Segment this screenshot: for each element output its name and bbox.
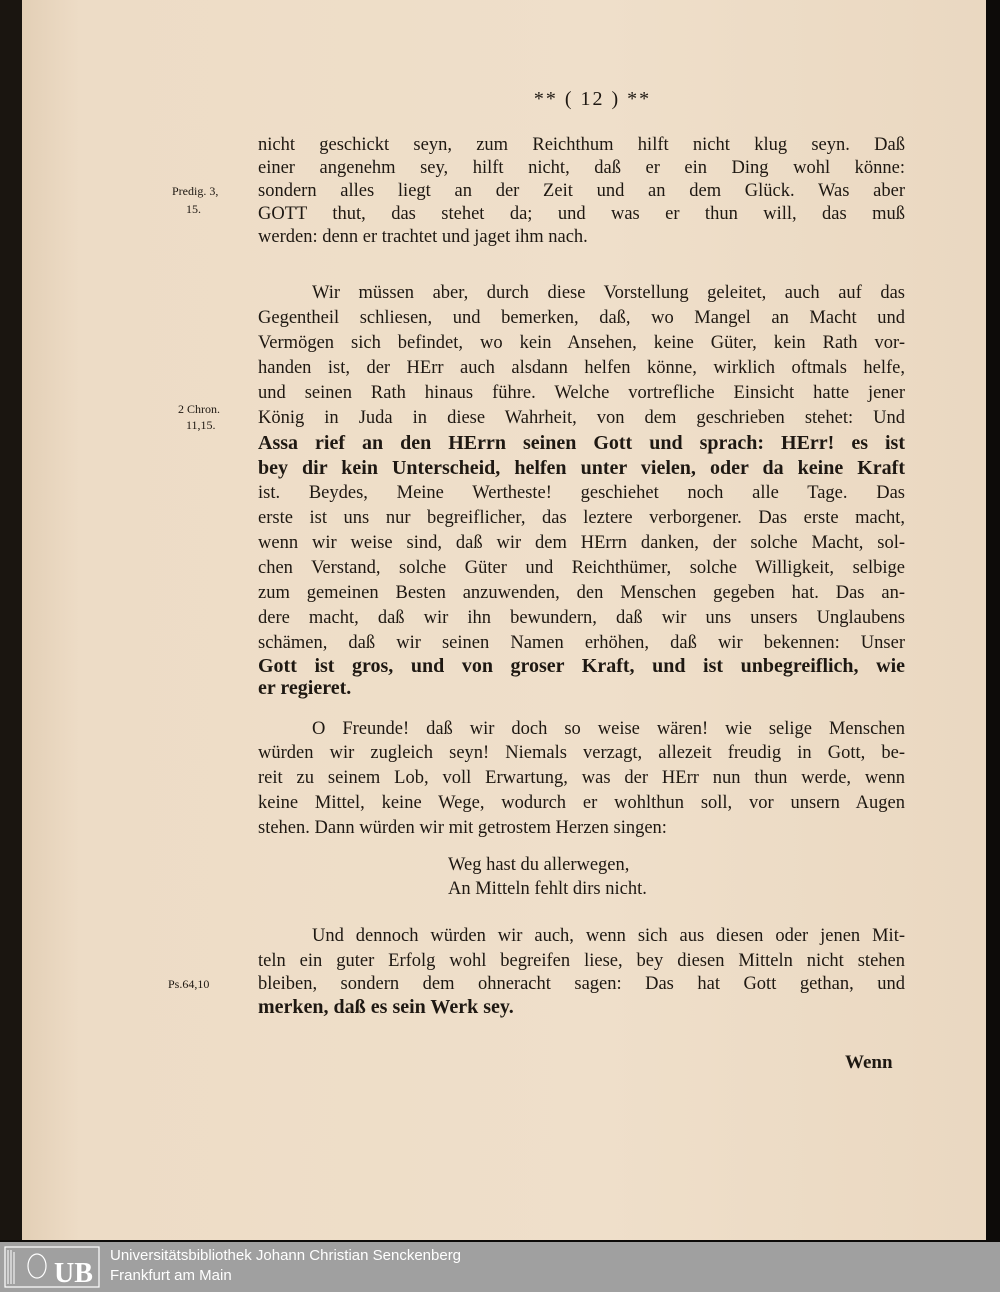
text-line: bey dir kein Unterscheid, helfen unter vielen, oder da keine Kraft [258, 457, 905, 479]
text-line: merken, daß es sein Werk sey. [258, 996, 514, 1018]
page-number-header: ** ( 12 ) ** [533, 88, 652, 110]
svg-text:UB: UB [54, 1258, 93, 1288]
text-line: schämen, daß wir seinen Namen erhöhen, daß wir bekennen: Unser [258, 633, 905, 653]
margin-note: 11,15. [186, 418, 216, 432]
margin-note: Ps.64,10 [168, 977, 210, 991]
text-line: erste ist uns nur begreiflicher, das leztere verborgener. Das erste macht, [258, 508, 905, 528]
text-line: O Freunde! daß wir doch so weise wären! wie selige Menschen [312, 719, 905, 739]
text-line: reit zu seinem Lob, voll Erwartung, was der HErr nun thun werde, wenn [258, 768, 905, 788]
text-line: ist. Beydes, Meine Wertheste! geschiehet noch alle Tage. Das [258, 483, 905, 503]
text-line: zum gemeinen Besten anzuwenden, den Menschen gegeben hat. Das an- [258, 583, 905, 603]
text-line: er regieret. [258, 677, 352, 699]
text-line: Assa rief an den HErrn seinen Gott und sprach: HErr! es ist [258, 432, 905, 454]
text-line: werden: denn er trachtet und jaget ihm nach. [258, 227, 588, 247]
text-line: König in Juda in diese Wahrheit, von dem geschrieben stehet: Und [258, 408, 905, 428]
verse-line: An Mitteln fehlt dirs nicht. [448, 879, 647, 899]
library-footer [0, 1242, 1000, 1292]
text-line: handen ist, der HErr auch alsdann helfen könne, wirklich oftmals helfe, [258, 358, 905, 378]
library-logo-icon [4, 1246, 100, 1288]
text-line: einer angenehm sey, hilft nicht, daß er ein Ding wohl könne: [258, 158, 905, 178]
catchword: Wenn [845, 1052, 893, 1073]
text-line: wenn wir weise sind, daß wir dem HErrn danken, der solche Macht, sol- [258, 533, 905, 553]
text-line: Vermögen sich befindet, wo kein Ansehen, keine Güter, kein Rath vor- [258, 333, 905, 353]
text-line: teln ein guter Erfolg wohl begreifen liese, bey diesen Mitteln nicht stehen [258, 951, 905, 971]
text-line: chen Verstand, solche Güter und Reichthümer, solche Willigkeit, selbige [258, 558, 905, 578]
text-line: bleiben, sondern dem ohneracht sagen: Das hat Gott gethan, und [258, 974, 905, 994]
text-line: Gegentheil schliesen, und bemerken, daß, wo Mangel an Macht und [258, 308, 905, 328]
text-line: Wir müssen aber, durch diese Vorstellung geleitet, auch auf das [312, 283, 905, 303]
footer-library-name: Universitätsbibliothek Johann Christian Senckenberg [110, 1247, 462, 1264]
text-line: keine Mittel, keine Wege, wodurch er wohlthun soll, vor unsern Augen [258, 793, 905, 813]
verse-line: Weg hast du allerwegen, [448, 855, 630, 875]
text-line: und seinen Rath hinaus führe. Welche vortrefliche Einsicht hatte jener [258, 383, 905, 403]
margin-note: Predig. 3, [172, 184, 219, 198]
text-line: Und dennoch würden wir auch, wenn sich aus diesen oder jenen Mit- [312, 926, 905, 946]
text-line: sondern alles liegt an der Zeit und an dem Glück. Was aber [258, 181, 905, 201]
text-line: GOTT thut, das stehet da; und was er thun will, das muß [258, 204, 905, 224]
text-line: dere macht, daß wir ihn bewundern, daß wir uns unsers Unglaubens [258, 608, 905, 628]
footer-city: Frankfurt am Main [110, 1267, 232, 1284]
text-line: nicht geschickt seyn, zum Reichthum hilft nicht klug seyn. Daß [258, 135, 905, 155]
margin-note: 15. [186, 202, 201, 216]
text-line: stehen. Dann würden wir mit getrostem Herzen singen: [258, 818, 667, 838]
text-line: würden wir zugleich seyn! Niemals verzagt, allezeit freudig in Gott, be- [258, 743, 905, 763]
text-line: Gott ist gros, und von groser Kraft, und ist unbegreiflich, wie [258, 655, 905, 677]
margin-note: 2 Chron. [178, 402, 220, 416]
page-binding-edge [0, 0, 22, 1240]
